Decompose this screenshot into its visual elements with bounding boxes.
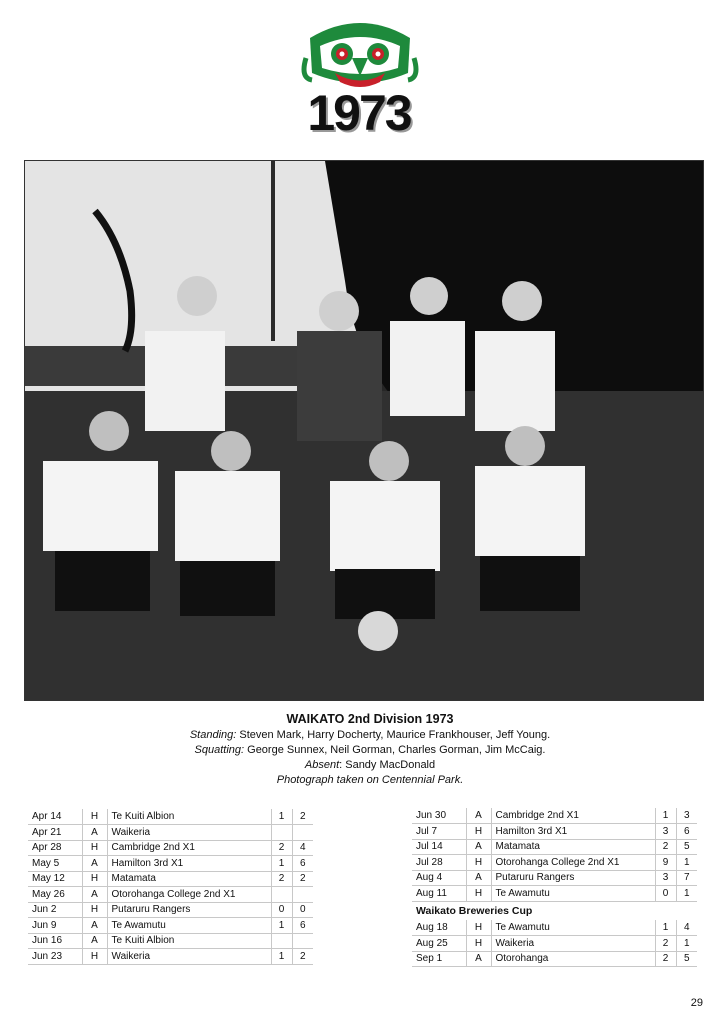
fixture-row: [28, 918, 313, 934]
fixture-home-away: A: [82, 856, 107, 872]
fixture-date: Aug 4: [412, 870, 466, 886]
caption-squatting: [100, 743, 640, 758]
fixture-score-against: [292, 887, 313, 903]
fixture-score-for: 2: [271, 871, 292, 887]
fixture-score-against: 2: [292, 871, 313, 887]
squatting-names: George Sunnex, Neil Gorman, Charles Gorman, Jim McCaig.: [244, 744, 546, 756]
fixture-date: Aug 11: [412, 886, 466, 902]
fixture-score-against: 6: [292, 856, 313, 872]
fixture-row: [28, 871, 313, 887]
fixture-row: [28, 933, 313, 949]
fixture-row: [28, 809, 313, 825]
fixture-home-away: A: [82, 887, 107, 903]
fixture-score-for: 1: [271, 856, 292, 872]
fixture-home-away: A: [466, 808, 491, 824]
standing-label: Standing:: [189, 729, 237, 741]
fixture-score-against: 1: [676, 886, 697, 902]
fixture-home-away: H: [82, 809, 107, 825]
fixture-date: Jun 30: [412, 808, 466, 824]
fixture-date: Jul 7: [412, 824, 466, 840]
fixture-opponent: Hamilton 3rd X1: [107, 856, 271, 872]
fixture-score-against: 5: [676, 951, 697, 967]
fixture-score-for: [271, 887, 292, 903]
fixture-home-away: H: [82, 871, 107, 887]
fixture-date: Aug 18: [412, 920, 466, 936]
fixture-score-against: 2: [292, 809, 313, 825]
standing-names: Steven Mark, Harry Docherty, Maurice Frankhouser, Jeff Young.: [236, 729, 551, 741]
fixture-score-for: 1: [655, 808, 676, 824]
fixture-opponent: Waikeria: [491, 936, 655, 952]
fixture-date: Sep 1: [412, 951, 466, 967]
fixture-row: [412, 951, 697, 967]
fixture-score-against: 7: [676, 870, 697, 886]
fixture-score-for: 9: [655, 855, 676, 871]
fixture-home-away: H: [466, 920, 491, 936]
team-photo: [24, 160, 704, 701]
fixture-date: May 5: [28, 856, 82, 872]
fixture-score-for: 3: [655, 824, 676, 840]
fixture-score-for: 1: [271, 918, 292, 934]
fixture-opponent: Te Awamutu: [491, 920, 655, 936]
fixture-date: Jul 28: [412, 855, 466, 871]
fixture-date: Apr 14: [28, 809, 82, 825]
fixture-home-away: A: [82, 825, 107, 841]
fixture-score-for: [271, 825, 292, 841]
caption-absent: [100, 758, 640, 773]
fixture-row: [28, 840, 313, 856]
fixture-date: May 12: [28, 871, 82, 887]
squatting-label: Squatting:: [194, 744, 245, 756]
fixture-date: Jun 23: [28, 949, 82, 965]
fixture-row: [412, 839, 697, 855]
fixture-score-against: 0: [292, 902, 313, 918]
fixture-date: Apr 28: [28, 840, 82, 856]
fixture-opponent: Te Awamutu: [491, 886, 655, 902]
fixture-row: [412, 855, 697, 871]
fixture-score-against: 1: [676, 936, 697, 952]
photo-note: Photograph taken on Centennial Park.: [276, 774, 464, 786]
fixture-opponent: Putaruru Rangers: [107, 902, 271, 918]
fixture-score-for: 0: [655, 886, 676, 902]
cup-title: Waikato Breweries Cup: [416, 905, 533, 917]
fixture-row: [412, 870, 697, 886]
caption-standing: [100, 728, 640, 743]
fixture-score-for: 1: [655, 920, 676, 936]
fixture-date: Jun 2: [28, 902, 82, 918]
absent-names: : Sandy MacDonald: [339, 759, 436, 771]
fixture-home-away: A: [82, 933, 107, 949]
fixture-home-away: H: [82, 949, 107, 965]
fixture-row: [412, 824, 697, 840]
fixture-row: [28, 856, 313, 872]
fixture-score-for: 1: [271, 809, 292, 825]
fixture-score-for: 0: [271, 902, 292, 918]
fixture-date: Aug 25: [412, 936, 466, 952]
fixture-score-against: 3: [676, 808, 697, 824]
fixture-home-away: A: [466, 870, 491, 886]
fixture-home-away: H: [466, 824, 491, 840]
fixture-opponent: Otorohanga College 2nd X1: [107, 887, 271, 903]
fixture-date: May 26: [28, 887, 82, 903]
fixture-opponent: Putaruru Rangers: [491, 870, 655, 886]
cup-fixtures-table: [412, 920, 697, 967]
fixture-opponent: Otorohanga College 2nd X1: [491, 855, 655, 871]
fixture-row: [412, 808, 697, 824]
fixture-score-against: [292, 933, 313, 949]
fixture-score-against: 1: [676, 855, 697, 871]
fixture-score-for: 3: [655, 870, 676, 886]
fixture-opponent: Otorohanga: [491, 951, 655, 967]
fixture-row: [412, 936, 697, 952]
fixture-score-against: 6: [676, 824, 697, 840]
fixture-score-for: 1: [271, 949, 292, 965]
fixture-score-against: [292, 825, 313, 841]
fixture-score-against: 6: [292, 918, 313, 934]
fixture-home-away: H: [466, 855, 491, 871]
caption-photo-note: [100, 773, 640, 788]
fixture-opponent: Cambridge 2nd X1: [491, 808, 655, 824]
fixture-row: [412, 920, 697, 936]
fixture-score-against: 5: [676, 839, 697, 855]
year-heading: 1973: [307, 85, 411, 141]
fixture-score-for: 2: [655, 936, 676, 952]
fixture-opponent: Cambridge 2nd X1: [107, 840, 271, 856]
fixture-home-away: A: [82, 918, 107, 934]
fixture-row: [28, 825, 313, 841]
fixture-date: Jul 14: [412, 839, 466, 855]
page-number: 29: [690, 997, 703, 1009]
fixture-date: Jun 9: [28, 918, 82, 934]
fixture-row: [28, 949, 313, 965]
photo-caption: [100, 710, 640, 788]
fixture-opponent: Te Kuiti Albion: [107, 933, 271, 949]
fixture-row: [28, 902, 313, 918]
fixtures-table-right: [412, 808, 697, 902]
fixture-score-against: 4: [676, 920, 697, 936]
fixture-score-for: 2: [655, 839, 676, 855]
fixture-opponent: Waikeria: [107, 949, 271, 965]
fixture-score-for: [271, 933, 292, 949]
fixture-opponent: Hamilton 3rd X1: [491, 824, 655, 840]
fixture-opponent: Matamata: [107, 871, 271, 887]
fixture-opponent: Te Awamutu: [107, 918, 271, 934]
fixture-score-against: 4: [292, 840, 313, 856]
fixture-date: Jun 16: [28, 933, 82, 949]
absent-label: Absent: [304, 759, 340, 771]
fixture-score-for: 2: [271, 840, 292, 856]
fixture-home-away: A: [466, 839, 491, 855]
fixture-date: Apr 21: [28, 825, 82, 841]
fixture-opponent: Te Kuiti Albion: [107, 809, 271, 825]
fixture-home-away: H: [82, 902, 107, 918]
fixture-row: [28, 887, 313, 903]
fixture-home-away: H: [466, 936, 491, 952]
fixtures-table-left: [28, 809, 313, 965]
fixture-opponent: Matamata: [491, 839, 655, 855]
fixture-home-away: A: [466, 951, 491, 967]
fixture-row: [412, 886, 697, 902]
fixture-home-away: H: [466, 886, 491, 902]
fixture-opponent: Waikeria: [107, 825, 271, 841]
fixture-score-against: 2: [292, 949, 313, 965]
fixture-score-for: 2: [655, 951, 676, 967]
caption-title: WAIKATO 2nd Division 1973: [286, 712, 454, 726]
fixture-home-away: H: [82, 840, 107, 856]
